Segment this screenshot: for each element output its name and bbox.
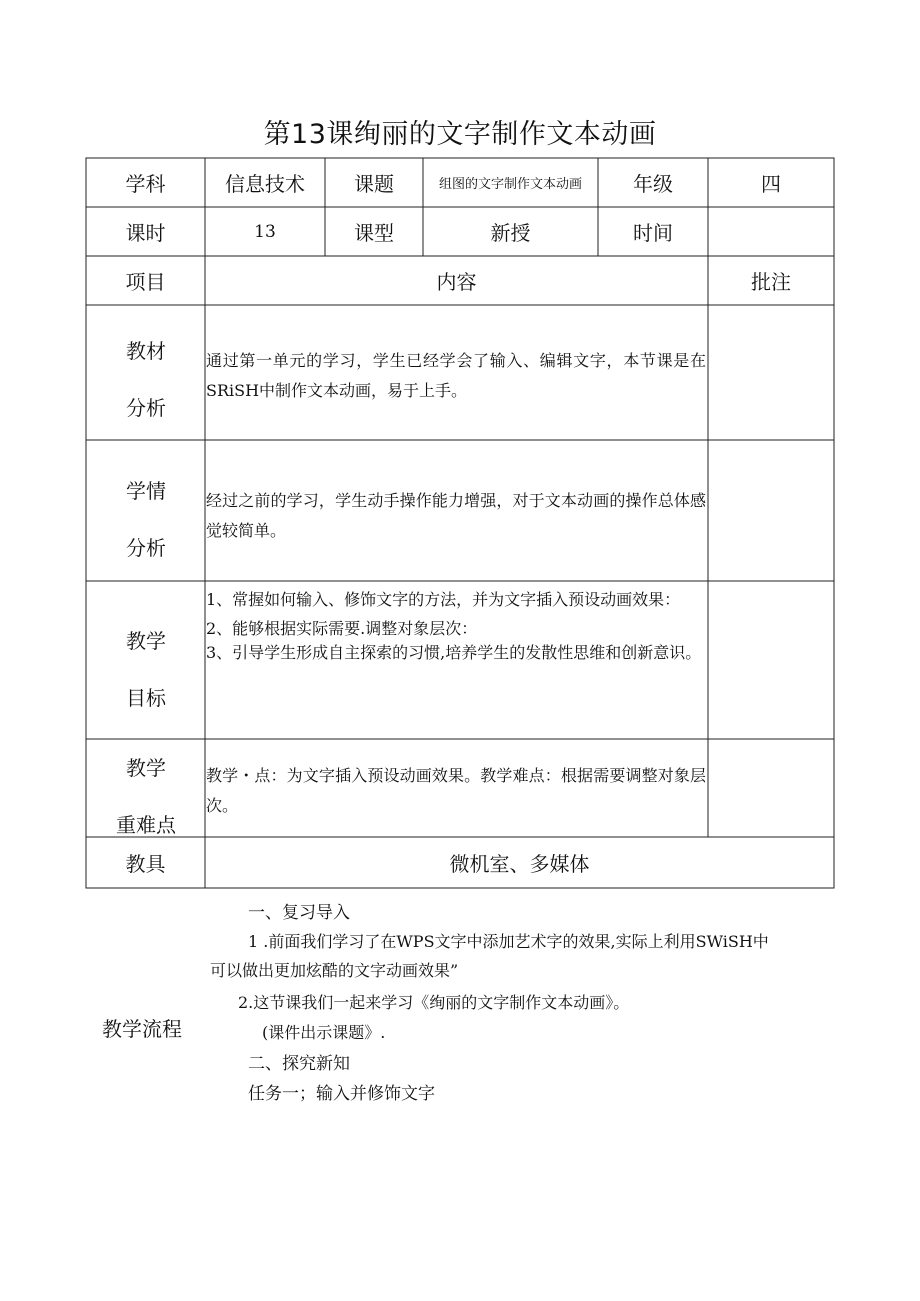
material-label-line1: 教材 bbox=[126, 339, 166, 363]
note-header: 批注 bbox=[751, 270, 791, 294]
topic-value: 组图的文字制作文本动画 bbox=[438, 177, 582, 192]
time-value bbox=[708, 207, 834, 256]
tools-value: 微机室、多媒体 bbox=[449, 852, 590, 876]
flow-item-2: 2.这节课我们一起来学习《绚丽的文字制作文本动画》。 bbox=[238, 993, 630, 1012]
goals-label-line1: 教学 bbox=[126, 629, 166, 653]
subject-value: 信息技术 bbox=[225, 172, 305, 196]
keypoints-label-line1: 教学 bbox=[126, 756, 166, 780]
flow-task-1: 任务一；输入并修饰文字 bbox=[248, 1084, 435, 1104]
topic-label: 课题 bbox=[354, 172, 394, 196]
material-label-line2: 分析 bbox=[126, 396, 166, 420]
goal-3: 3、引导学生形成自主探索的习惯,培养学生的发散性思维和创新意识。 bbox=[206, 643, 702, 662]
keypoints-label-line2: 重难点 bbox=[116, 813, 176, 837]
goals-label bbox=[87, 625, 205, 711]
goal-2: 2、能够根据实际需要.调整对象层次： bbox=[206, 619, 478, 638]
goals-label-line2: 目标 bbox=[126, 686, 166, 710]
type-value: 新授 bbox=[490, 221, 531, 245]
time-label: 时间 bbox=[633, 221, 673, 245]
period-value: 13 bbox=[254, 221, 276, 242]
flow-heading-review: 一、复习导入 bbox=[248, 903, 350, 923]
subject-label: 学科 bbox=[125, 172, 166, 196]
flow-label: 教学流程 bbox=[102, 1017, 182, 1041]
learner-text: 经过之前的学习，学生动手操作能力增强，对于文本动画的操作总体感觉较简单。 bbox=[206, 491, 706, 540]
flow-item-2-note: (课件出示课题》. bbox=[262, 1023, 386, 1042]
content-header: 内容 bbox=[436, 270, 477, 294]
material-text: 通过第一单元的学习，学生已经学会了输入、编辑文字，本节课是在SRiSH中制作文本动画，易于上手。 bbox=[206, 351, 706, 400]
flow-item-1: 1 .前面我们学习了在WPS文字中添加艺术字的效果,实际上利用SWiSH中 bbox=[248, 932, 769, 951]
goal-1: 1、常握如何输入、修饰文字的方法，并为文字插入预设动画效果： bbox=[206, 590, 681, 609]
item-header: 项目 bbox=[125, 270, 166, 294]
keypoints-label bbox=[87, 752, 205, 838]
learner-label-line1: 学情 bbox=[126, 479, 166, 503]
page-title: 第13课绚丽的文字制作文本动画 bbox=[263, 119, 657, 150]
grade-label: 年级 bbox=[633, 172, 673, 196]
flow-item-1-cont: 可以做出更加炫酷的文字动画效果” bbox=[210, 961, 459, 980]
learner-label-line2: 分析 bbox=[126, 536, 166, 560]
tools-label: 教具 bbox=[125, 852, 166, 876]
type-label: 课型 bbox=[354, 221, 394, 245]
period-label: 课时 bbox=[125, 221, 166, 245]
grade-value: 四 bbox=[761, 172, 781, 196]
flow-heading-explore: 二、探究新知 bbox=[248, 1054, 350, 1074]
learner-label bbox=[87, 475, 205, 561]
material-label bbox=[87, 335, 205, 421]
goals-text bbox=[206, 585, 706, 667]
keypoints-text: 教学・点：为文字插入预设动画效果。教学难点：根据需要调整对象层次。 bbox=[206, 766, 706, 815]
